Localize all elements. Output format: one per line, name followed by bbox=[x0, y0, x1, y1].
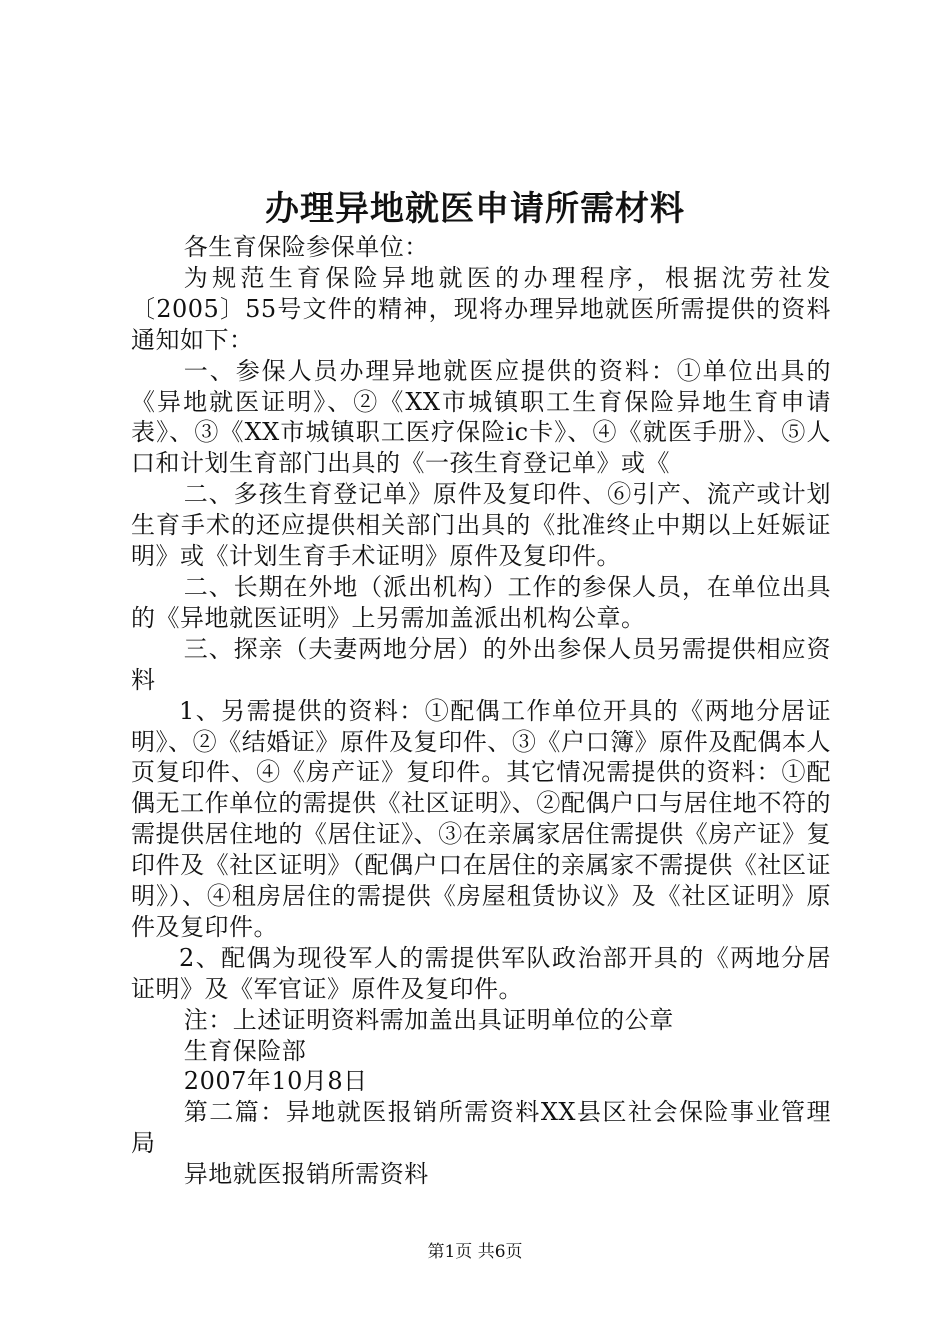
item-two-paragraph: 2、配偶为现役军人的需提供军队政治部开具的《两地分居证明》及《军官证》原件及复印件。 bbox=[131, 943, 831, 1003]
section-two-a-paragraph: 二、多孩生育登记单》原件及复印件、⑥引产、流产或计划生育手术的还应提供相关部门出具的《批准终止中期以上妊娠证明》或《计划生育手术证明》原件及复印件。 bbox=[131, 480, 831, 571]
item-one-paragraph: 1、另需提供的资料：①配偶工作单位开具的《两地分居证明》、②《结婚证》原件及复印件、③《户口簿》原件及配偶本人页复印件、④《房产证》复印件。其它情况需提供的资料：①配偶无工作单位的需提供《社区证明》、②配偶户口与居住地不符的需提供居住地的《居住证》、③在亲属家居住需提供《房产证》复印件及《社区证明》（配偶户口在居住的亲属家不需提供《社区证明》）、④租房居住的需提供《房屋租赁协议》及《社区证明》原件及复印件。 bbox=[131, 696, 831, 941]
note-paragraph: 注：上述证明资料需加盖出具证明单位的公章 bbox=[183, 1005, 674, 1034]
document-title: 办理异地就医申请所需材料 bbox=[265, 189, 685, 229]
second-part-subheading: 异地就医报销所需资料 bbox=[183, 1160, 429, 1189]
issue-date: 2007年10月8日 bbox=[183, 1067, 368, 1096]
second-part-heading: 第二篇：异地就医报销所需资料XX县区社会保险事业管理局 bbox=[131, 1098, 831, 1158]
section-two-b-paragraph: 二、长期在外地（派出机构）工作的参保人员，在单位出具的《异地就医证明》上另需加盖派出机构公章。 bbox=[131, 572, 831, 632]
issuer-name: 生育保险部 bbox=[183, 1036, 307, 1065]
document-body bbox=[131, 232, 831, 1190]
page-number: 第1页 共6页 bbox=[427, 1242, 523, 1262]
section-one-paragraph: 一、参保人员办理异地就医应提供的资料：①单位出具的《异地就医证明》、②《XX市城镇职工生育保险异地生育申请表》、③《XX市城镇职工医疗保险ic卡》、④《就医手册》、⑤人口和计划生育部门出具的《一孩生育登记单》或《 bbox=[131, 356, 831, 478]
section-three-paragraph: 三、探亲（夫妻两地分居）的外出参保人员另需提供相应资料 bbox=[131, 634, 831, 694]
intro-paragraph: 为规范生育保险异地就医的办理程序，根据沈劳社发〔2005〕55号文件的精神，现将办理异地就医所需提供的资料通知如下： bbox=[131, 263, 831, 354]
salutation: 各生育保险参保单位： bbox=[183, 233, 429, 261]
